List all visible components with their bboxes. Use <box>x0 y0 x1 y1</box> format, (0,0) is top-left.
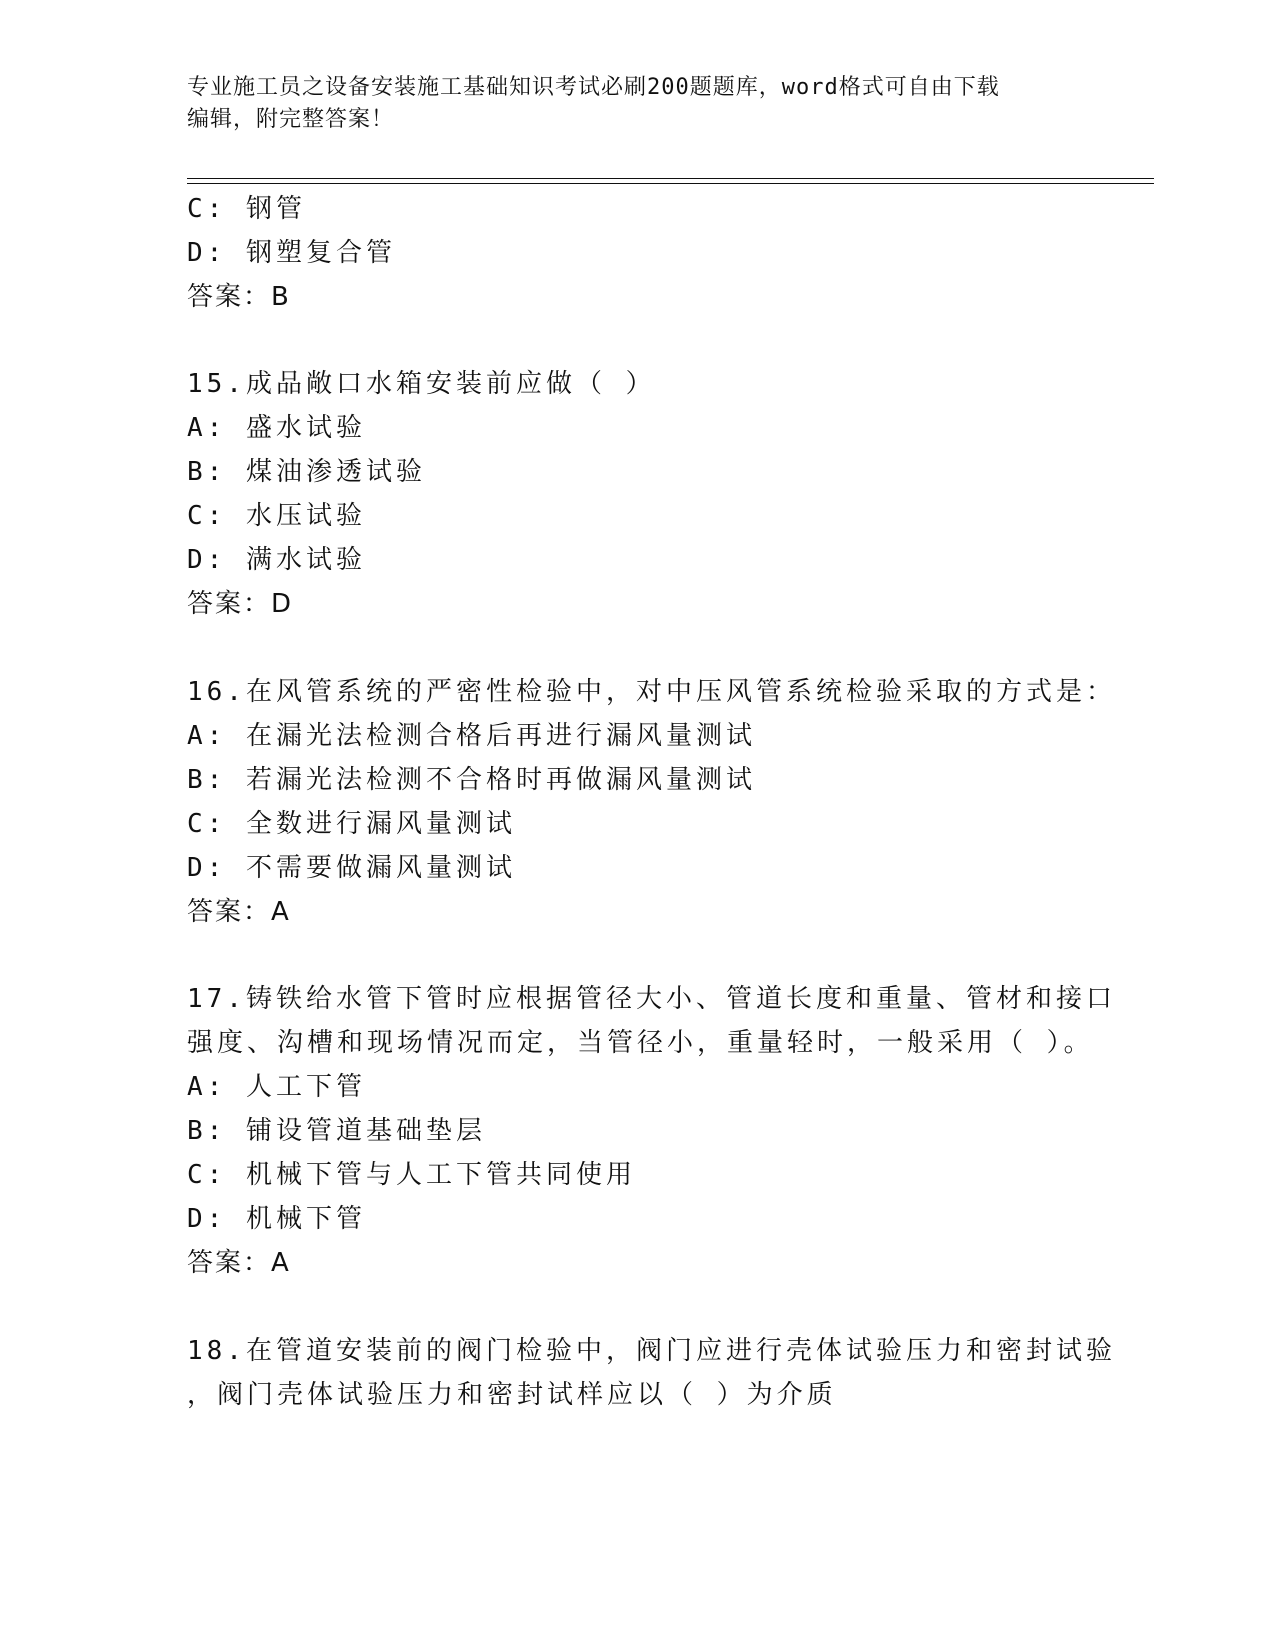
answer-line: 答案：B <box>187 282 291 312</box>
option-a: A: 盛水试验 <box>187 413 366 443</box>
option-b: B: 煤油渗透试验 <box>187 457 426 487</box>
document-title <box>187 72 1087 136</box>
option-a: A: 人工下管 <box>187 1072 366 1102</box>
header-divider-bottom <box>187 183 1154 184</box>
document-title-line-1: 专业施工员之设备安装施工基础知识考试必刷200题题库，word格式可自由下载 <box>187 75 1000 100</box>
option-c: C: 全数进行漏风量测试 <box>187 809 516 839</box>
answer-line: 答案：A <box>187 1248 291 1278</box>
question-stem-line-2: ，阀门壳体试验压力和密封试样应以（ ）为介质 <box>187 1380 837 1410</box>
document-title-line-2: 编辑，附完整答案！ <box>187 107 395 132</box>
option-c: C: 水压试验 <box>187 501 366 531</box>
answer-line: 答案：D <box>187 589 294 619</box>
question-stem: 16.在风管系统的严密性检验中，对中压风管系统检验采取的方式是： <box>187 677 1116 707</box>
header-divider-top <box>187 178 1154 179</box>
option-a: A: 在漏光法检测合格后再进行漏风量测试 <box>187 721 756 751</box>
option-d: D: 满水试验 <box>187 545 366 575</box>
question-stem: 15.成品敞口水箱安装前应做（ ） <box>187 369 656 399</box>
answer-line: 答案：A <box>187 897 291 927</box>
option-d: D: 机械下管 <box>187 1204 366 1234</box>
option-d: D: 钢塑复合管 <box>187 238 396 268</box>
option-b: B: 若漏光法检测不合格时再做漏风量测试 <box>187 765 756 795</box>
question-stem-line-1: 17.铸铁给水管下管时应根据管径大小、管道长度和重量、管材和接口 <box>187 984 1116 1014</box>
question-stem-line-2: 强度、沟槽和现场情况而定，当管径小，重量轻时，一般采用（ ）。 <box>187 1028 1094 1058</box>
option-b: B: 铺设管道基础垫层 <box>187 1116 486 1146</box>
option-c: C: 机械下管与人工下管共同使用 <box>187 1160 636 1190</box>
option-c: C: 钢管 <box>187 194 306 224</box>
option-d: D: 不需要做漏风量测试 <box>187 853 516 883</box>
question-stem-line-1: 18.在管道安装前的阀门检验中，阀门应进行壳体试验压力和密封试验 <box>187 1336 1116 1366</box>
